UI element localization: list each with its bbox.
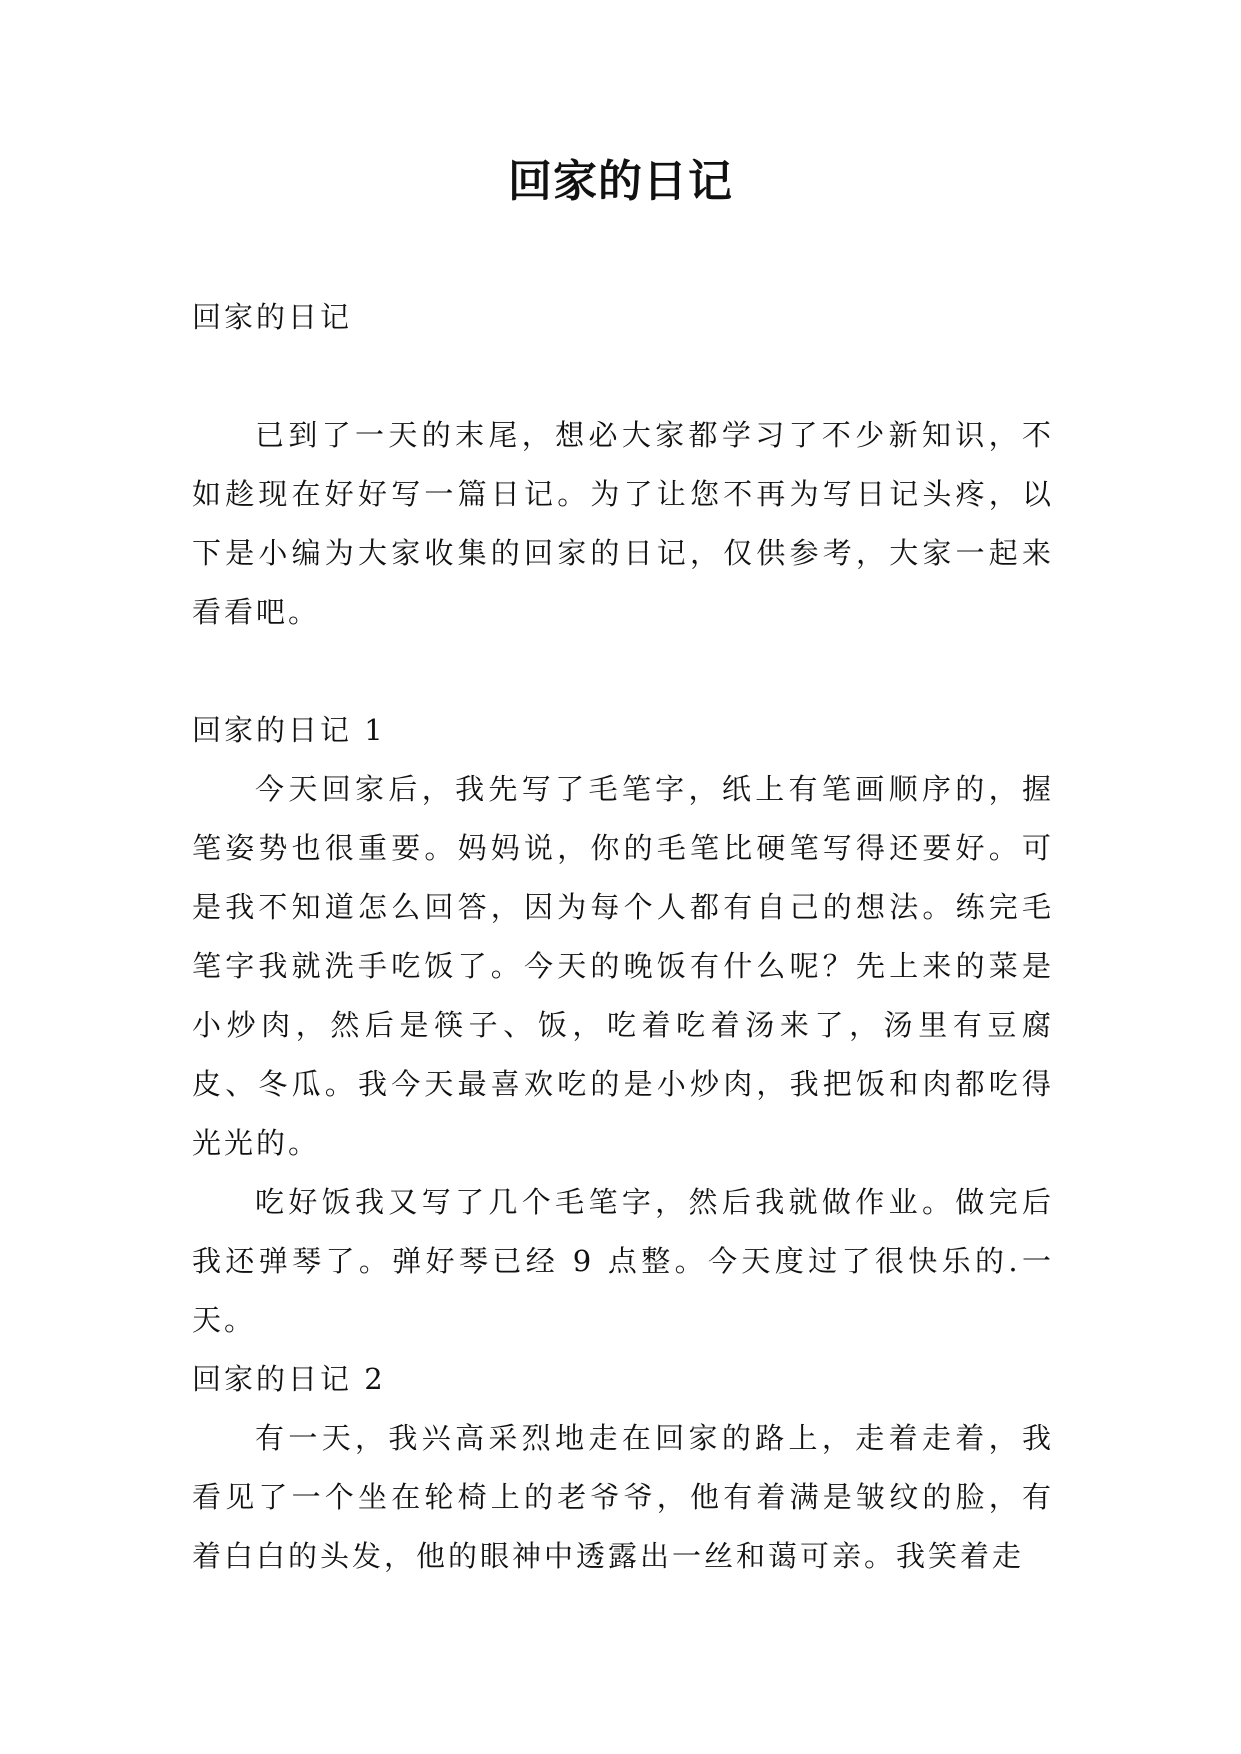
entry-heading-1: 回家的日记 1 — [192, 713, 386, 747]
entry-heading-2: 回家的日记 2 — [192, 1362, 386, 1396]
document-title: 回家的日记 — [508, 156, 733, 207]
entry-1-paragraph-1: 今天回家后，我先写了毛笔字，纸上有笔画顺序的，握笔姿势也很重要。妈妈说，你的毛笔比硬笔写得还要好。可是我不知道怎么回答，因为每个人都有自己的想法。练完毛笔字我就洗手吃饭了。今天的晚饭有什么呢？先上来的菜是小炒肉，然后是筷子、饭，吃着吃着汤来了，汤里有豆腐皮、冬瓜。我今天最喜欢吃的是小炒肉，我把饭和肉都吃得光光的。 — [192, 772, 1054, 1160]
entry-1-paragraph-2: 吃好饭我又写了几个毛笔字，然后我就做作业。做完后我还弹琴了。弹好琴已经 9 点整。今天度过了很快乐的.一天。 — [192, 1185, 1054, 1337]
entry-2-paragraph-1: 有一天，我兴高采烈地走在回家的路上，走着走着，我看见了一个坐在轮椅上的老爷爷，他有着满是皱纹的脸，有着白白的头发，他的眼神中透露出一丝和蔼可亲。我笑着走 — [192, 1421, 1054, 1573]
spacer — [192, 642, 1054, 701]
spacer — [192, 347, 1054, 406]
document-subtitle: 回家的日记 — [192, 300, 353, 334]
document-body — [192, 288, 1054, 1586]
intro-paragraph: 已到了一天的末尾，想必大家都学习了不少新知识，不如趁现在好好写一篇日记。为了让您不再为写日记头疼，以下是小编为大家收集的回家的日记，仅供参考，大家一起来看看吧。 — [192, 418, 1054, 629]
